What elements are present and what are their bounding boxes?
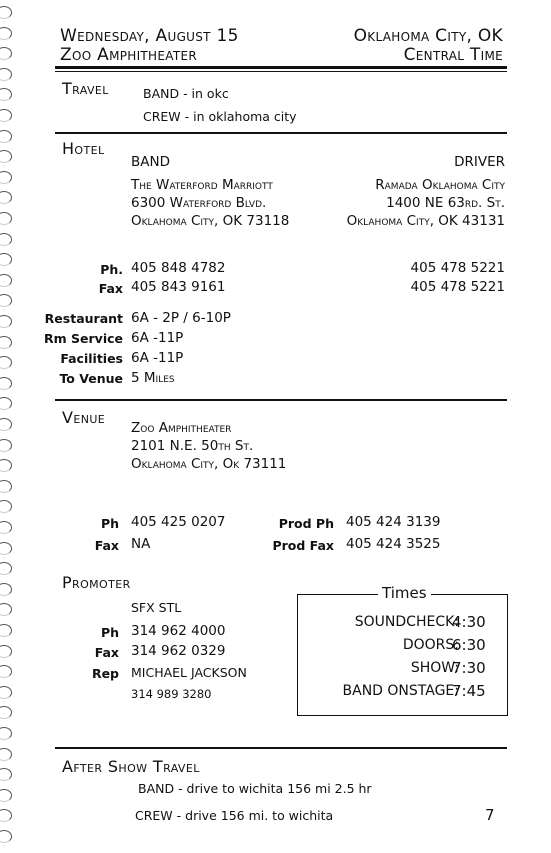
header-rule-thin — [55, 71, 507, 72]
hotel-band-header: BAND — [131, 154, 170, 170]
travel-crew: CREW - in oklahoma city — [143, 109, 297, 124]
binding-ring — [0, 727, 12, 740]
times-doors: 6:30 — [452, 636, 486, 654]
hotel-fax-label: Fax — [98, 281, 123, 296]
hotel-band-ph: 405 848 4782 — [131, 260, 226, 276]
promoter-title: Promoter — [62, 573, 131, 592]
travel-title: Travel — [62, 79, 109, 98]
venue-fax: NA — [131, 536, 151, 552]
travel-rule — [55, 132, 507, 134]
after-show-crew: CREW - drive 156 mi. to wichita — [135, 808, 334, 823]
header-date: Wednesday, August 15 — [60, 26, 239, 46]
binding-ring — [0, 191, 12, 204]
venue-ph-label: Ph — [100, 516, 119, 531]
binding-ring — [0, 397, 12, 410]
times-onstage: 7:45 — [452, 682, 486, 700]
hotel-driver-fax: 405 478 5221 — [410, 279, 505, 295]
hotel-driver-city: Oklahoma City, OK 43131 — [346, 213, 505, 229]
hotel-rmservice: 6A -11P — [131, 330, 184, 346]
binding-ring — [0, 809, 12, 822]
promoter-ph: 314 962 4000 — [131, 623, 226, 639]
hotel-band-name: The Waterford Marriott — [131, 177, 273, 193]
venue-ph: 405 425 0207 — [131, 514, 226, 530]
binding-ring — [0, 336, 12, 349]
hotel-driver-address: 1400 NE 63rd. St. — [386, 195, 505, 211]
venue-prodph-label: Prod Ph — [278, 516, 334, 531]
spiral-binding — [0, 0, 14, 853]
promoter-fax: 314 962 0329 — [131, 643, 226, 659]
venue-prodfax: 405 424 3525 — [346, 536, 441, 552]
promoter-rep-phone: 314 989 3280 — [131, 687, 212, 701]
binding-ring — [0, 521, 12, 534]
binding-ring — [0, 47, 12, 60]
header-venue: Zoo Amphitheater — [60, 45, 197, 65]
venue-city: Oklahoma City, Ok 73111 — [131, 456, 287, 472]
venue-prodph: 405 424 3139 — [346, 514, 441, 530]
venue-prodfax-label: Prod Fax — [272, 538, 334, 553]
header-city: Oklahoma City, OK — [353, 26, 503, 46]
times-soundcheck-label: SOUNDCHECK: — [354, 614, 459, 630]
promoter-rep: MICHAEL JACKSON — [131, 665, 247, 680]
binding-ring — [0, 315, 12, 328]
binding-ring — [0, 130, 12, 143]
hotel-facilities: 6A -11P — [131, 350, 184, 366]
binding-ring — [0, 500, 12, 513]
hotel-band-fax: 405 843 9161 — [131, 279, 226, 295]
binding-ring — [0, 603, 12, 616]
after-show-band: BAND - drive to wichita 156 mi 2.5 hr — [138, 781, 372, 796]
page-number: 7 — [485, 806, 495, 824]
promoter-name: SFX STL — [131, 600, 182, 615]
binding-ring — [0, 377, 12, 390]
binding-ring — [0, 583, 12, 596]
binding-ring — [0, 645, 12, 658]
hotel-driver-header: DRIVER — [454, 154, 505, 170]
hotel-band-address: 6300 Waterford Blvd. — [131, 195, 267, 211]
binding-ring — [0, 88, 12, 101]
promoter-rep-label: Rep — [91, 666, 119, 681]
binding-ring — [0, 624, 12, 637]
binding-ring — [0, 27, 12, 40]
hotel-rmservice-label: Rm Service — [44, 331, 123, 346]
venue-fax-label: Fax — [94, 538, 119, 553]
promoter-fax-label: Fax — [94, 645, 119, 660]
binding-ring — [0, 830, 12, 843]
binding-ring — [0, 748, 12, 761]
binding-ring — [0, 562, 12, 575]
times-show: 7:30 — [452, 659, 486, 677]
times-title: Times — [378, 584, 431, 602]
hotel-facilities-label: Facilities — [60, 351, 123, 366]
hotel-ph-label: Ph. — [100, 262, 123, 277]
times-show-label: SHOW: — [410, 660, 459, 676]
hotel-driver-name: Ramada Oklahoma City — [375, 177, 505, 193]
header-timezone: Central Time — [403, 45, 503, 65]
header-rule-thick — [55, 66, 507, 69]
binding-ring — [0, 418, 12, 431]
hotel-band-city: Oklahoma City, OK 73118 — [131, 213, 290, 229]
binding-ring — [0, 665, 12, 678]
after-show-rule — [55, 747, 507, 749]
binding-ring — [0, 109, 12, 122]
times-doors-label: DOORS: — [402, 637, 459, 653]
binding-ring — [0, 171, 12, 184]
binding-ring — [0, 542, 12, 555]
hotel-tovenue: 5 Miles — [131, 370, 175, 386]
binding-ring — [0, 294, 12, 307]
hotel-driver-ph: 405 478 5221 — [410, 260, 505, 276]
hotel-rule — [55, 399, 507, 401]
binding-ring — [0, 439, 12, 452]
hotel-restaurant-label: Restaurant — [44, 311, 123, 326]
binding-ring — [0, 686, 12, 699]
binding-ring — [0, 274, 12, 287]
promoter-ph-label: Ph — [100, 625, 119, 640]
travel-band: BAND - in okc — [143, 86, 229, 101]
venue-name: Zoo Amphitheater — [131, 420, 232, 436]
binding-ring — [0, 6, 12, 19]
binding-ring — [0, 212, 12, 225]
venue-address: 2101 N.E. 50th St. — [131, 438, 254, 454]
hotel-restaurant: 6A - 2P / 6-10P — [131, 310, 231, 326]
binding-ring — [0, 789, 12, 802]
binding-ring — [0, 233, 12, 246]
binding-ring — [0, 459, 12, 472]
binding-ring — [0, 68, 12, 81]
times-onstage-label: BAND ONSTAGE: — [342, 683, 459, 699]
hotel-tovenue-label: To Venue — [59, 371, 123, 386]
binding-ring — [0, 480, 12, 493]
binding-ring — [0, 768, 12, 781]
after-show-title: After Show Travel — [62, 757, 200, 776]
binding-ring — [0, 706, 12, 719]
times-soundcheck: 4:30 — [452, 613, 486, 631]
venue-title: Venue — [62, 408, 106, 427]
binding-ring — [0, 253, 12, 266]
binding-ring — [0, 150, 12, 163]
hotel-title: Hotel — [62, 139, 105, 158]
binding-ring — [0, 356, 12, 369]
